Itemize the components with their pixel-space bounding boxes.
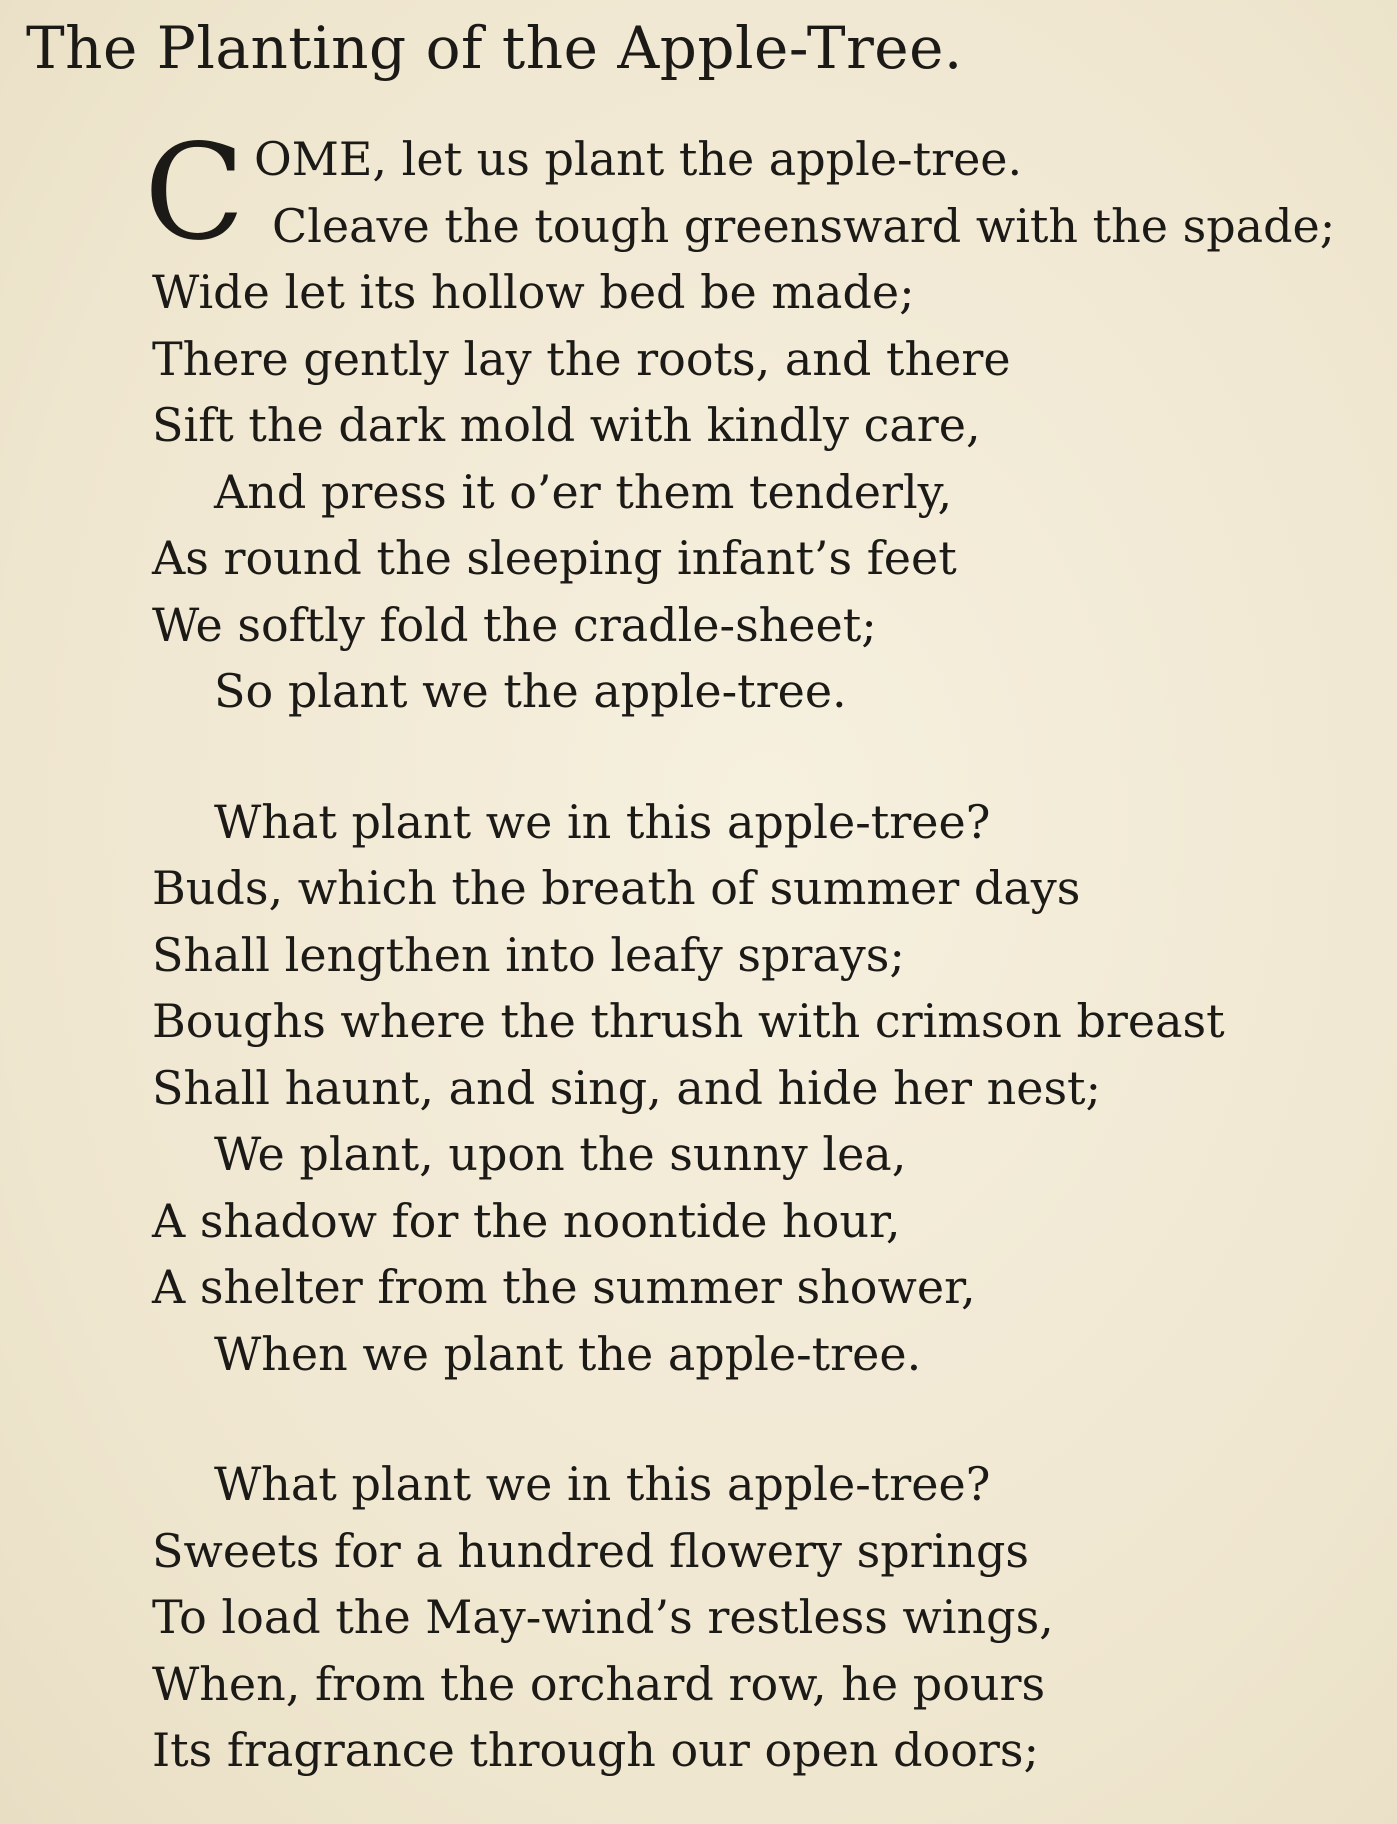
poem-line: As round the sleeping infant’s feet: [152, 531, 957, 585]
poem-line: And press it o’er them tenderly,: [214, 464, 953, 519]
poem-title: The Planting of the Apple-Tree.: [26, 14, 963, 82]
poem-line: What plant we in this apple-tree?: [214, 1457, 991, 1511]
poem-line: Buds, which the breath of summer days: [152, 861, 1081, 915]
stanza-divider: [152, 1387, 1382, 1451]
poem-line: There gently lay the roots, and there: [152, 331, 1011, 386]
poem-line: We plant, upon the sunny lea,: [214, 1127, 907, 1181]
poem-line: Boughs where the thrush with crimson breast: [152, 994, 1225, 1048]
poem-line: Sweets for a hundred flowery springs: [152, 1523, 1030, 1578]
poem-line: Its fragrance through our open doors;: [152, 1723, 1040, 1777]
poem-line: A shelter from the summer shower,: [152, 1260, 976, 1314]
stanza-1: [144, 116, 1382, 725]
poem-line: Sift the dark mold with kindly care,: [152, 398, 981, 452]
poem-line: To load the May-wind’s restless wings,: [152, 1590, 1054, 1644]
poem-line: What plant we in this apple-tree?: [214, 794, 991, 849]
poem-line: Shall lengthen into leafy sprays;: [152, 927, 905, 982]
poem-line: A shadow for the noontide hour,: [152, 1193, 901, 1248]
drop-cap: C: [144, 116, 245, 270]
stanza-divider: [152, 725, 1382, 789]
poem-body: [144, 116, 1382, 1784]
poem-line: So plant we the apple-tree.: [214, 664, 847, 718]
poem-line: Wide let its hollow bed be made;: [152, 265, 915, 319]
stanza-3: [152, 1451, 1382, 1784]
first-line-text: OME, let us plant the apple-tree.: [254, 132, 1023, 186]
poem-line: Shall haunt, and sing, and hide her nest;: [152, 1060, 1102, 1115]
poem-line: Cleave the tough greensward with the spade;: [272, 198, 1336, 253]
poem-line: When, from the orchard row, he pours: [152, 1656, 1046, 1711]
poem-line: When we plant the apple-tree.: [214, 1326, 922, 1381]
stanza-2: [152, 789, 1382, 1388]
poem-line: We softly fold the cradle-sheet;: [152, 597, 877, 652]
